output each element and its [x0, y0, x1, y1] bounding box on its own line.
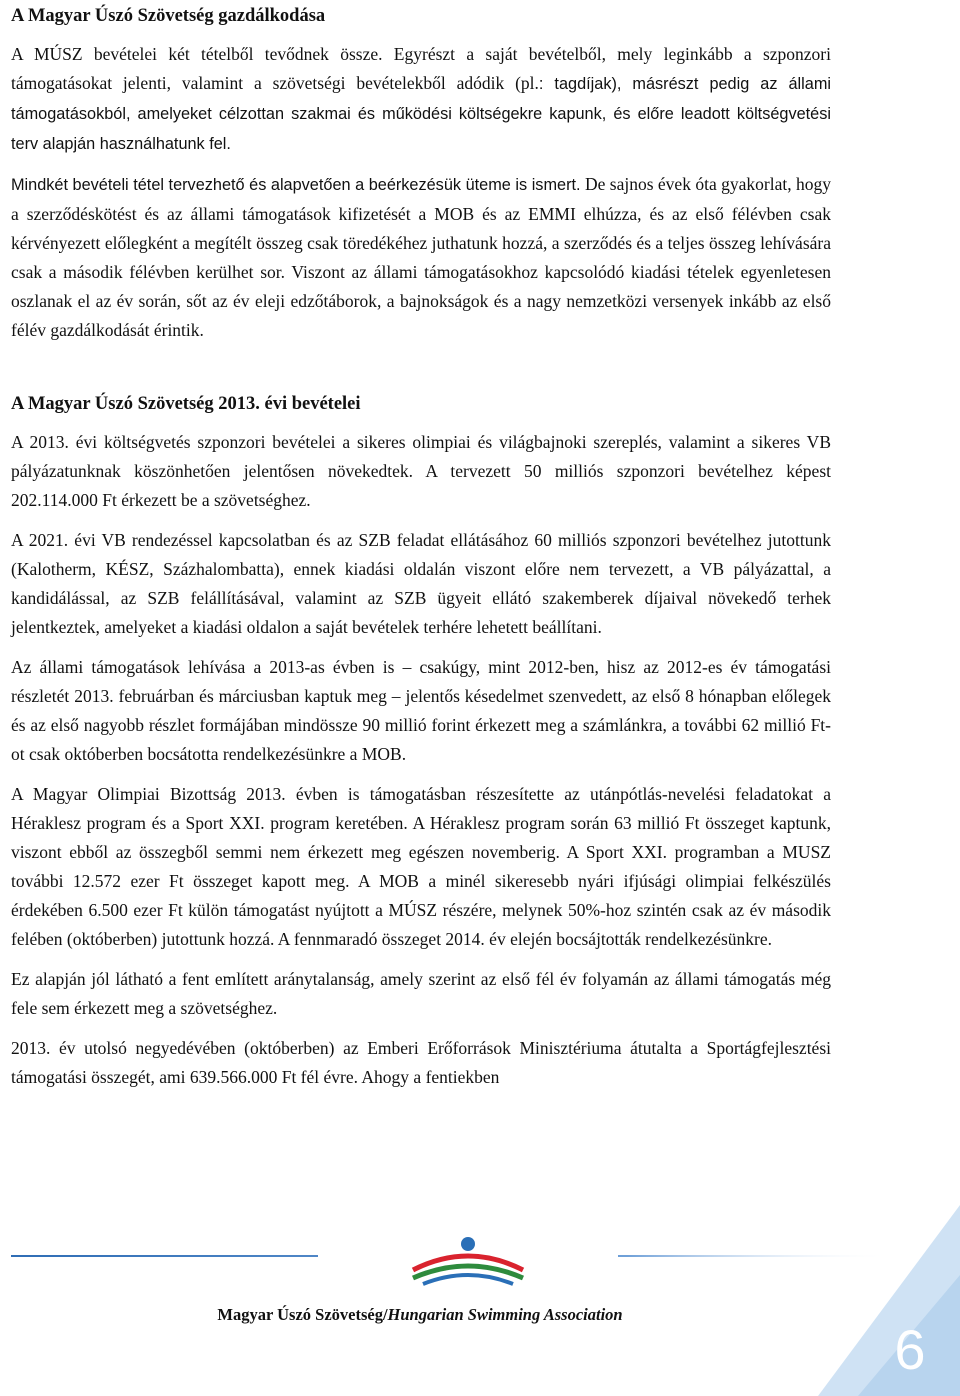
page-number: 6: [894, 1318, 926, 1381]
paragraph-mob-support: A Magyar Olimpiai Bizottság 2013. évben is támogatásban részesítette az utánpótlás-nevelési feladatokat a Héraklesz program és a Sport XXI. program keretében. A Héraklesz program során 63 millió Ft összeget kaptunk, viszont ebből az összegből semmi nem érkezett meg egészen novemberig. A Sport XXI. programban a MUSZ további 12.572 ezer Ft összeget kapott meg. A MOB a minél sikeresebb nyári ifjúsági olimpiai felkészülés érdekében 6.500 ezer Ft külön támogatást nyújtott a MÚSZ részére, melynek 50%-hoz szintén csak az év második felében (októberben) jutottunk hozzá. A fennmaradó összeget 2014. év elején bocsájtották rendelkezésünkre.: [11, 784, 831, 949]
section-heading-finances: A Magyar Úszó Szövetség gazdálkodása: [11, 6, 326, 26]
paragraph-emmi-transfer: 2013. év utolsó negyedévében (októberben) az Emberi Erőforrások Minisztériuma átutalta a Sportágfejlesztési támogatási összegét, ami 639.566.000 Ft fél évre. Ahogy a fentiekben: [11, 1038, 831, 1087]
paragraph-revenue-sources: [11, 40, 831, 159]
footer-org-en: Hungarian Swimming Association: [387, 1305, 623, 1324]
footer-organization: [0, 1305, 840, 1325]
footer-org-hu: Magyar Úszó Szövetség/: [217, 1305, 388, 1324]
paragraph-sponsor-revenue: A 2013. évi költségvetés szponzori bevételei a sikeres olimpiai és világbajnoki szereplés, valamint a sikeres VB pályázatunknak köszönhetően jelentősen növekedtek. A tervezett 50 milliós szponzori bevételhez képest 202.114.000 Ft érkezett be a szövetséghez.: [11, 432, 831, 510]
association-logo-icon: [318, 1222, 618, 1294]
paragraph-text: De sajnos évek óta gyakorlat, hogy a szerződéskötést és az állami támogatások kifizetését a MOB és az EMMI elhúzza, és az első félévben csak kérvényezett előlegként a megítélt összeg csak töredékéhez juthatunk hozzá, a szerződés és a teljes összeg lehívására csak a második félévben kerülhet sor. Viszont az állami támogatásokhoz kapcsolódó kiadási tételek egyenletesen oszlanak el az év során, sőt az év eleji edzőtáborok, a bajnokságok és a nagy nemzetközi versenyek inkább az első félév gazdálkodását érintik.: [11, 174, 832, 340]
paragraph-text: A MÚSZ bevételei két tételből tevődnek össze. Egyrészt a saját bevételből, mely leginkább a szponzori támogatásokat jelenti, valamint a szövetségi bevételekből adódik (pl.: [11, 44, 831, 93]
section-heading-2013-revenue: A Magyar Úszó Szövetség 2013. évi bevételei: [11, 394, 361, 414]
paragraph-vb-2021: A 2021. évi VB rendezéssel kapcsolatban és az SZB feladat ellátásához 60 milliós szponzori bevételhez jutottunk (Kalotherm, KÉSZ, Százhalombatta), ennek kiadási oldalán viszont előre nem tervezett, a VB pályázattal, a kandidálással, az SZB felállításával, valamint az SZB ügyeit ellátó szakemberek díjaival növekedő terhek jelentkeztek, amelyeket a kiadási oldalon a saját bevételek terhére lehetett beállítani.: [11, 530, 831, 637]
paragraph-text-sans: : tagdíjak), másrészt pedig az állami támogatásokból, amelyeket célzottan szakmai és működési költségekre kapunk, és előre leadott költségvetési terv alapján használhatunk fel.: [11, 75, 831, 153]
paragraph-revenue-timing: [11, 170, 831, 345]
document-body: [11, 0, 831, 1103]
paragraph-state-support: Az állami támogatások lehívása a 2013-as évben is – csakúgy, mint 2012-ben, hisz az 2012-es év támogatási részletét 2013. februárban és márciusban kaptuk meg – jelentős késedelmet szenvedett, az első 8 hónapban előlegek és az első nagyobb részlet formájában mindössze 90 millió forint érkezett meg a számlánkra, a további 62 millió Ft-ot csak októberben bocsátotta rendelkezésünkre a MOB.: [11, 657, 831, 764]
paragraph-imbalance: Ez alapján jól látható a fent említett aránytalanság, amely szerint az első fél év folyamán az állami támogatás még fele sem érkezett meg a szövetséghez.: [11, 969, 831, 1018]
paragraph-text-sans: Mindkét bevételi tétel tervezhető és alapvetően a beérkezésük üteme is ismert.: [11, 176, 581, 194]
